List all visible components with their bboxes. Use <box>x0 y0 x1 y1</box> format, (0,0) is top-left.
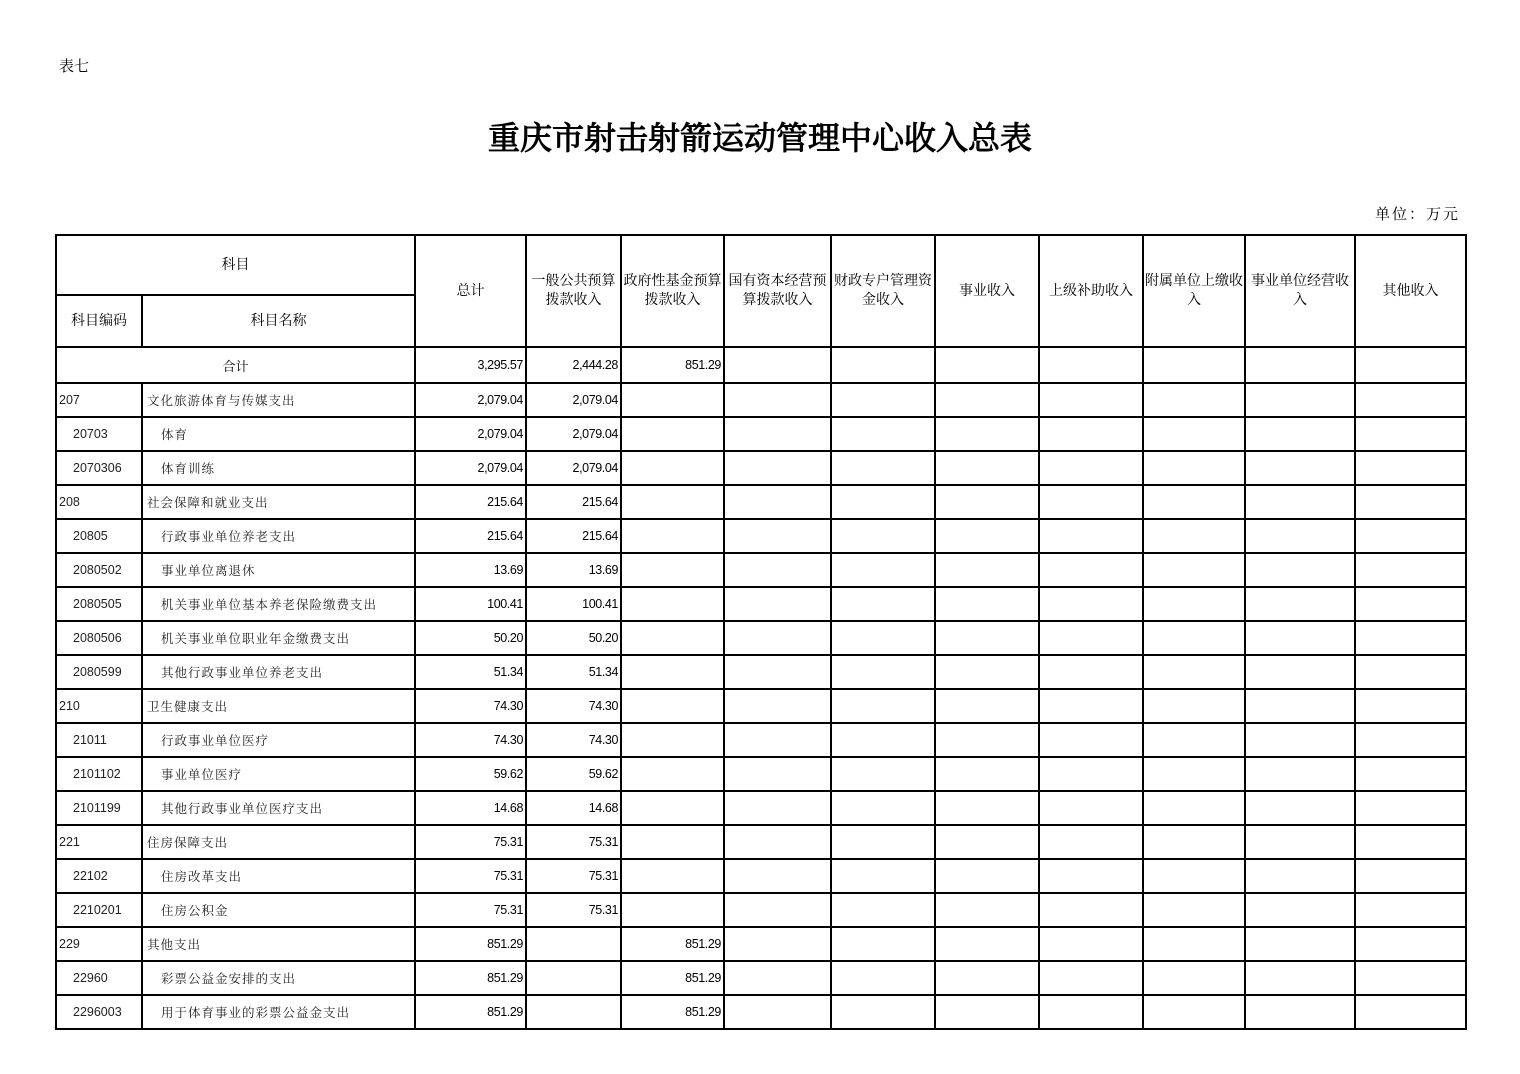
table-row <box>56 757 1466 791</box>
value-cell <box>1039 961 1143 995</box>
value-cell <box>935 451 1039 485</box>
value-cell <box>1355 451 1466 485</box>
header-affiliated-payment: 附属单位上缴收入 <box>1143 235 1245 347</box>
subject-name-cell: 卫生健康支出 <box>142 689 415 723</box>
table-row <box>56 383 1466 417</box>
value-cell <box>831 757 935 791</box>
value-cell <box>724 553 831 587</box>
value-cell <box>1039 927 1143 961</box>
value-cell <box>1039 757 1143 791</box>
value-cell <box>935 519 1039 553</box>
subject-code-cell: 210 <box>56 689 142 723</box>
value-cell <box>831 485 935 519</box>
value-cell <box>1355 553 1466 587</box>
value-cell <box>935 621 1039 655</box>
total-value <box>935 347 1039 383</box>
value-cell <box>1245 485 1355 519</box>
subject-name-cell: 行政事业单位医疗 <box>142 723 415 757</box>
table-row <box>56 587 1466 621</box>
table-header <box>56 235 1466 347</box>
value-cell: 215.64 <box>526 485 621 519</box>
table-row <box>56 417 1466 451</box>
subject-name-cell: 体育训练 <box>142 451 415 485</box>
subject-name-cell: 文化旅游体育与传媒支出 <box>142 383 415 417</box>
value-cell: 74.30 <box>415 689 526 723</box>
value-cell <box>1143 383 1245 417</box>
total-value: 851.29 <box>621 347 724 383</box>
value-cell <box>1039 893 1143 927</box>
table-row <box>56 825 1466 859</box>
value-cell <box>1355 927 1466 961</box>
table-row <box>56 553 1466 587</box>
value-cell <box>831 621 935 655</box>
total-value <box>1143 347 1245 383</box>
value-cell <box>831 723 935 757</box>
value-cell <box>724 621 831 655</box>
value-cell <box>724 995 831 1029</box>
value-cell <box>621 587 724 621</box>
value-cell <box>1039 859 1143 893</box>
header-general-budget: 一般公共预算拨款收入 <box>526 235 621 347</box>
subject-code-cell: 20703 <box>56 417 142 451</box>
value-cell <box>1039 553 1143 587</box>
value-cell <box>621 757 724 791</box>
value-cell <box>1355 893 1466 927</box>
subject-code-cell: 22102 <box>56 859 142 893</box>
value-cell <box>724 791 831 825</box>
value-cell: 13.69 <box>415 553 526 587</box>
value-cell <box>831 689 935 723</box>
value-cell <box>1355 655 1466 689</box>
value-cell <box>1355 383 1466 417</box>
subject-code-cell: 2080599 <box>56 655 142 689</box>
value-cell <box>935 893 1039 927</box>
subject-code-cell: 2210201 <box>56 893 142 927</box>
value-cell <box>724 451 831 485</box>
subject-code-cell: 2080502 <box>56 553 142 587</box>
value-cell <box>1143 655 1245 689</box>
value-cell <box>831 961 935 995</box>
value-cell: 74.30 <box>526 723 621 757</box>
header-state-capital: 国有资本经营预算拨款收入 <box>724 235 831 347</box>
value-cell <box>1245 825 1355 859</box>
value-cell: 50.20 <box>415 621 526 655</box>
header-subject-code: 科目编码 <box>56 295 142 347</box>
value-cell: 2,079.04 <box>415 417 526 451</box>
subject-name-cell: 行政事业单位养老支出 <box>142 519 415 553</box>
header-business-income: 事业收入 <box>935 235 1039 347</box>
total-value: 3,295.57 <box>415 347 526 383</box>
value-cell <box>1143 791 1245 825</box>
subject-code-cell: 207 <box>56 383 142 417</box>
value-cell <box>935 927 1039 961</box>
value-cell <box>1355 859 1466 893</box>
value-cell <box>935 689 1039 723</box>
value-cell <box>935 757 1039 791</box>
value-cell <box>526 961 621 995</box>
value-cell <box>1143 621 1245 655</box>
value-cell <box>1039 791 1143 825</box>
value-cell: 75.31 <box>526 893 621 927</box>
value-cell: 100.41 <box>415 587 526 621</box>
value-cell: 14.68 <box>415 791 526 825</box>
value-cell: 2,079.04 <box>526 451 621 485</box>
value-cell: 851.29 <box>621 995 724 1029</box>
value-cell <box>831 893 935 927</box>
value-cell <box>1039 655 1143 689</box>
value-cell <box>1245 757 1355 791</box>
value-cell: 50.20 <box>526 621 621 655</box>
subject-name-cell: 彩票公益金安排的支出 <box>142 961 415 995</box>
value-cell <box>1245 689 1355 723</box>
header-operating-income: 事业单位经营收入 <box>1245 235 1355 347</box>
subject-name-cell: 其他行政事业单位养老支出 <box>142 655 415 689</box>
table-row <box>56 655 1466 689</box>
value-cell: 851.29 <box>415 995 526 1029</box>
value-cell <box>1245 587 1355 621</box>
table-row <box>56 995 1466 1029</box>
value-cell <box>1245 621 1355 655</box>
value-cell: 2,079.04 <box>526 417 621 451</box>
value-cell <box>526 995 621 1029</box>
total-value <box>1039 347 1143 383</box>
value-cell <box>621 451 724 485</box>
table-row <box>56 791 1466 825</box>
subject-code-cell: 2080505 <box>56 587 142 621</box>
total-value <box>831 347 935 383</box>
value-cell <box>724 927 831 961</box>
subject-name-cell: 用于体育事业的彩票公益金支出 <box>142 995 415 1029</box>
subject-code-cell: 229 <box>56 927 142 961</box>
value-cell <box>1143 689 1245 723</box>
value-cell <box>621 621 724 655</box>
value-cell <box>831 859 935 893</box>
value-cell: 851.29 <box>621 927 724 961</box>
value-cell <box>621 689 724 723</box>
value-cell <box>831 451 935 485</box>
subject-code-cell: 20805 <box>56 519 142 553</box>
value-cell: 100.41 <box>526 587 621 621</box>
value-cell <box>1039 519 1143 553</box>
value-cell <box>1355 485 1466 519</box>
value-cell <box>621 893 724 927</box>
subject-code-cell: 22960 <box>56 961 142 995</box>
subject-name-cell: 其他支出 <box>142 927 415 961</box>
table-row <box>56 519 1466 553</box>
header-subject-name: 科目名称 <box>142 295 415 347</box>
value-cell <box>1143 825 1245 859</box>
value-cell <box>526 927 621 961</box>
value-cell <box>935 417 1039 451</box>
value-cell <box>1039 995 1143 1029</box>
table-row <box>56 723 1466 757</box>
table-row <box>56 961 1466 995</box>
value-cell <box>1355 723 1466 757</box>
value-cell <box>621 519 724 553</box>
value-cell <box>621 485 724 519</box>
table-body <box>56 347 1466 1029</box>
value-cell <box>831 553 935 587</box>
value-cell <box>1143 723 1245 757</box>
value-cell <box>1245 723 1355 757</box>
value-cell <box>831 655 935 689</box>
value-cell <box>935 587 1039 621</box>
value-cell <box>1039 451 1143 485</box>
value-cell <box>831 995 935 1029</box>
subject-name-cell: 事业单位离退休 <box>142 553 415 587</box>
value-cell: 75.31 <box>526 825 621 859</box>
value-cell <box>1039 723 1143 757</box>
value-cell <box>831 383 935 417</box>
value-cell <box>1355 825 1466 859</box>
value-cell <box>1245 383 1355 417</box>
value-cell <box>724 961 831 995</box>
value-cell <box>935 995 1039 1029</box>
subject-name-cell: 体育 <box>142 417 415 451</box>
value-cell <box>1245 859 1355 893</box>
value-cell <box>935 859 1039 893</box>
table-row <box>56 689 1466 723</box>
value-cell <box>1245 655 1355 689</box>
total-value <box>724 347 831 383</box>
value-cell <box>724 825 831 859</box>
subject-name-cell: 事业单位医疗 <box>142 757 415 791</box>
value-cell <box>1039 383 1143 417</box>
header-gov-fund: 政府性基金预算拨款收入 <box>621 235 724 347</box>
value-cell <box>1355 621 1466 655</box>
unit-label: 单位：万元 <box>1374 205 1460 223</box>
value-cell <box>724 383 831 417</box>
value-cell <box>1039 587 1143 621</box>
value-cell <box>724 587 831 621</box>
value-cell: 2,079.04 <box>415 451 526 485</box>
value-cell <box>935 723 1039 757</box>
value-cell <box>1245 417 1355 451</box>
value-cell <box>1143 961 1245 995</box>
subject-code-cell: 221 <box>56 825 142 859</box>
value-cell: 2,079.04 <box>526 383 621 417</box>
header-subject-group: 科目 <box>56 235 415 295</box>
subject-name-cell: 机关事业单位基本养老保险缴费支出 <box>142 587 415 621</box>
value-cell <box>724 893 831 927</box>
table-number: 表七 <box>59 57 90 75</box>
value-cell <box>1039 825 1143 859</box>
table-row <box>56 485 1466 519</box>
value-cell <box>1039 621 1143 655</box>
value-cell: 851.29 <box>415 961 526 995</box>
value-cell <box>831 417 935 451</box>
page-title: 重庆市射击射箭运动管理中心收入总表 <box>487 119 1032 157</box>
value-cell <box>935 961 1039 995</box>
subject-code-cell: 2101199 <box>56 791 142 825</box>
total-value <box>1245 347 1355 383</box>
value-cell <box>1245 519 1355 553</box>
value-cell <box>1245 995 1355 1029</box>
header-fiscal-account: 财政专户管理资金收入 <box>831 235 935 347</box>
total-label: 合计 <box>56 347 415 383</box>
value-cell <box>621 383 724 417</box>
value-cell <box>724 519 831 553</box>
subject-name-cell: 住房改革支出 <box>142 859 415 893</box>
value-cell <box>1143 451 1245 485</box>
value-cell: 59.62 <box>526 757 621 791</box>
value-cell <box>1245 893 1355 927</box>
table-row <box>56 859 1466 893</box>
subject-code-cell: 2101102 <box>56 757 142 791</box>
value-cell <box>1245 553 1355 587</box>
value-cell <box>1143 757 1245 791</box>
value-cell: 851.29 <box>415 927 526 961</box>
value-cell <box>831 825 935 859</box>
value-cell <box>1143 927 1245 961</box>
table-row <box>56 927 1466 961</box>
value-cell <box>935 655 1039 689</box>
value-cell <box>1039 689 1143 723</box>
value-cell <box>1039 485 1143 519</box>
total-row <box>56 347 1466 383</box>
subject-code-cell: 208 <box>56 485 142 519</box>
subject-code-cell: 2070306 <box>56 451 142 485</box>
subject-name-cell: 其他行政事业单位医疗支出 <box>142 791 415 825</box>
value-cell <box>621 859 724 893</box>
value-cell <box>1355 791 1466 825</box>
value-cell <box>1143 587 1245 621</box>
value-cell <box>831 587 935 621</box>
value-cell <box>1355 757 1466 791</box>
subject-code-cell: 21011 <box>56 723 142 757</box>
subject-name-cell: 机关事业单位职业年金缴费支出 <box>142 621 415 655</box>
value-cell: 74.30 <box>415 723 526 757</box>
value-cell <box>1355 587 1466 621</box>
value-cell <box>1355 417 1466 451</box>
value-cell <box>935 383 1039 417</box>
value-cell <box>621 791 724 825</box>
value-cell <box>831 519 935 553</box>
subject-name-cell: 住房公积金 <box>142 893 415 927</box>
subject-code-cell: 2080506 <box>56 621 142 655</box>
value-cell: 75.31 <box>526 859 621 893</box>
value-cell: 13.69 <box>526 553 621 587</box>
value-cell <box>935 553 1039 587</box>
value-cell <box>1355 689 1466 723</box>
table-row <box>56 893 1466 927</box>
value-cell <box>1355 995 1466 1029</box>
value-cell <box>724 757 831 791</box>
value-cell: 59.62 <box>415 757 526 791</box>
value-cell <box>1143 553 1245 587</box>
subject-name-cell: 社会保障和就业支出 <box>142 485 415 519</box>
table-row <box>56 451 1466 485</box>
value-cell <box>621 655 724 689</box>
value-cell: 51.34 <box>526 655 621 689</box>
value-cell <box>621 417 724 451</box>
value-cell <box>1143 995 1245 1029</box>
value-cell <box>1143 893 1245 927</box>
value-cell <box>1245 791 1355 825</box>
value-cell <box>1143 519 1245 553</box>
total-value: 2,444.28 <box>526 347 621 383</box>
value-cell <box>621 825 724 859</box>
value-cell: 75.31 <box>415 893 526 927</box>
value-cell <box>724 417 831 451</box>
value-cell: 75.31 <box>415 859 526 893</box>
value-cell <box>1245 927 1355 961</box>
value-cell <box>935 791 1039 825</box>
header-total: 总计 <box>415 235 526 347</box>
table-row <box>56 621 1466 655</box>
value-cell <box>724 485 831 519</box>
value-cell <box>935 825 1039 859</box>
value-cell: 851.29 <box>621 961 724 995</box>
value-cell <box>724 723 831 757</box>
value-cell <box>1143 485 1245 519</box>
value-cell: 51.34 <box>415 655 526 689</box>
value-cell <box>935 485 1039 519</box>
value-cell <box>1143 417 1245 451</box>
header-other-income: 其他收入 <box>1355 235 1466 347</box>
value-cell: 2,079.04 <box>415 383 526 417</box>
value-cell <box>724 689 831 723</box>
value-cell <box>621 723 724 757</box>
value-cell <box>724 859 831 893</box>
value-cell <box>1143 859 1245 893</box>
subject-name-cell: 住房保障支出 <box>142 825 415 859</box>
value-cell: 75.31 <box>415 825 526 859</box>
value-cell: 215.64 <box>526 519 621 553</box>
value-cell: 74.30 <box>526 689 621 723</box>
value-cell <box>831 791 935 825</box>
value-cell <box>1245 451 1355 485</box>
subject-code-cell: 2296003 <box>56 995 142 1029</box>
value-cell <box>1355 519 1466 553</box>
value-cell: 215.64 <box>415 485 526 519</box>
value-cell: 215.64 <box>415 519 526 553</box>
value-cell <box>621 553 724 587</box>
header-superior-subsidy: 上级补助收入 <box>1039 235 1143 347</box>
value-cell <box>724 655 831 689</box>
value-cell <box>1245 961 1355 995</box>
value-cell <box>831 927 935 961</box>
value-cell <box>1039 417 1143 451</box>
total-value <box>1355 347 1466 383</box>
income-summary-table <box>55 234 1467 1030</box>
value-cell: 14.68 <box>526 791 621 825</box>
value-cell <box>1355 961 1466 995</box>
